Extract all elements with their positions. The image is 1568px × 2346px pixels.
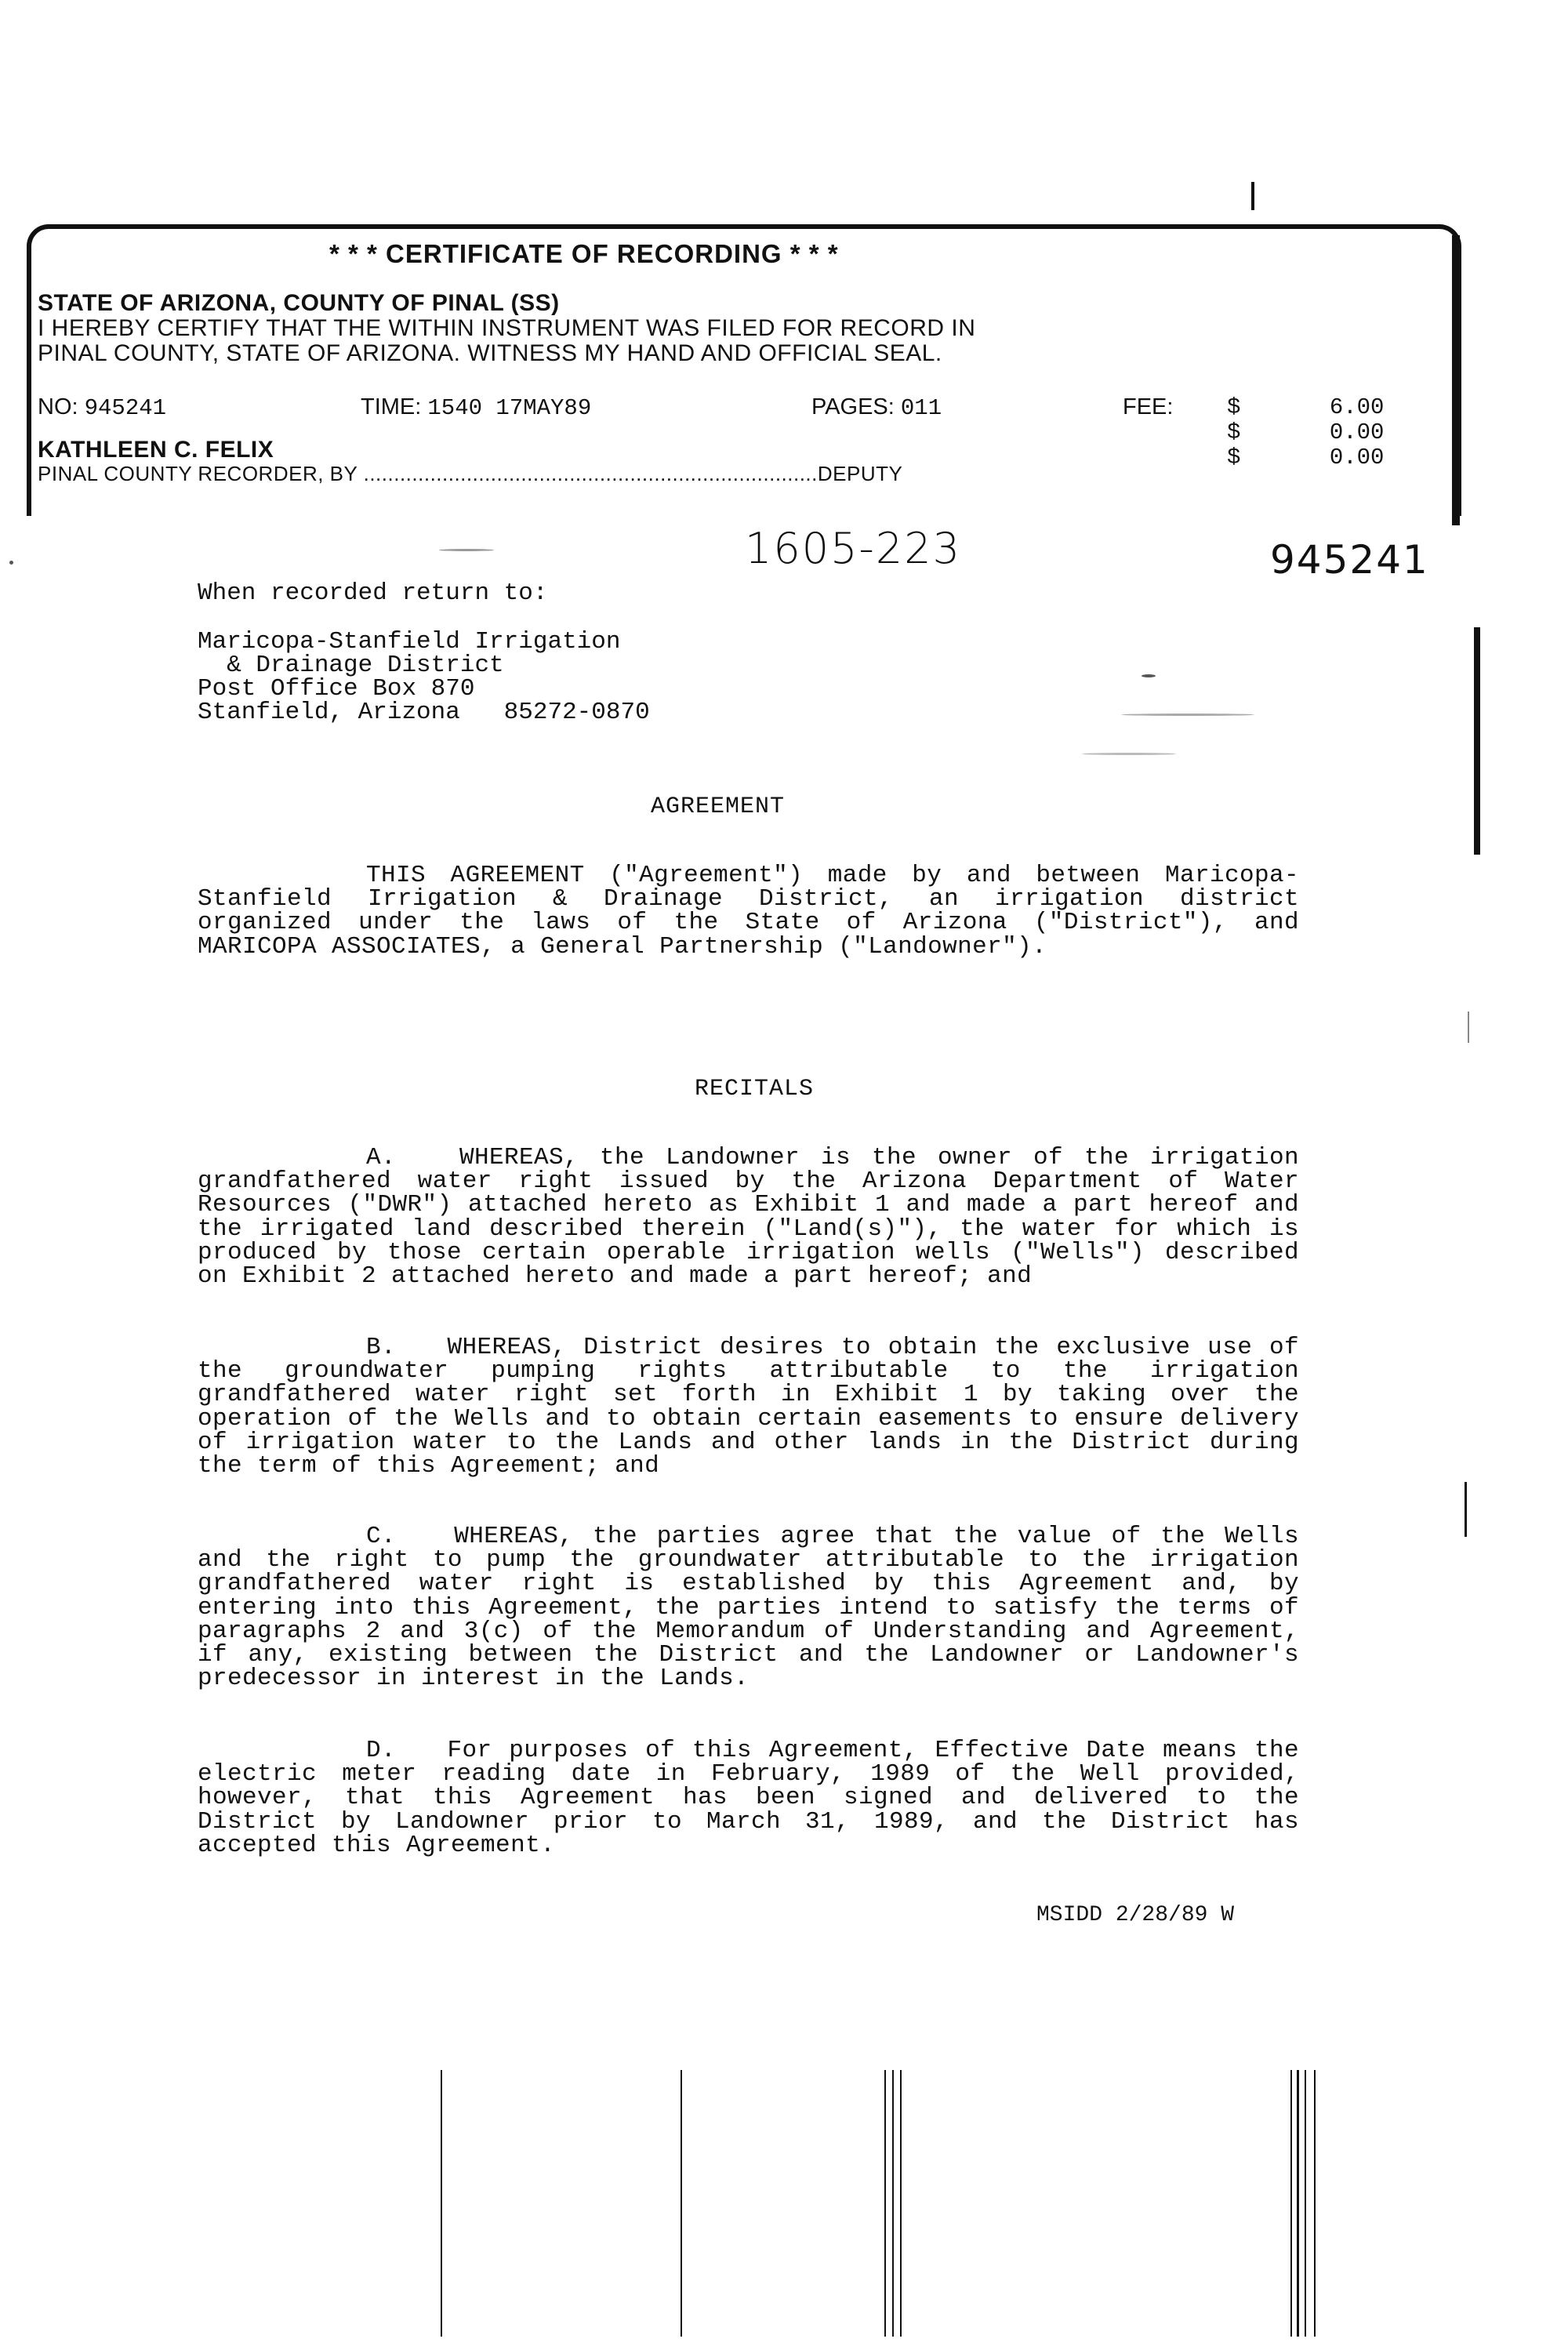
recital-text: WHEREAS, the Landowner is the owner of the irrigation grandfathered water right issued by the Arizona Department of Water Resources ("DWR") attached hereto as Exhibit 1 and made a part hereof and the irrigated land described therein ("Land(s)"), the water for which is produced by those certain operable irrigation wells ("Wells") described on Exhibit 2 attached hereto and made a part hereof; and (198, 1144, 1299, 1291)
scan-right-edge (1474, 627, 1480, 855)
fee-row (1227, 419, 1384, 445)
certificate-pages-value: 011 (900, 395, 942, 421)
return-to-line: Post Office Box 870 (198, 675, 475, 703)
scan-barcode-line (1297, 2070, 1299, 2337)
fee-amount: 0.00 (1329, 419, 1385, 445)
recorder-line: PINAL COUNTY RECORDER, BY ...........................................................................DEPUTY (38, 462, 903, 485)
agreement-title: AGREEMENT (651, 794, 786, 820)
scan-speck (1121, 714, 1254, 716)
fee-symbol: $ (1227, 394, 1241, 420)
fee-amount: 0.00 (1329, 445, 1385, 470)
scan-right-edge (1465, 1482, 1467, 1537)
scan-barcode-line (1290, 2070, 1292, 2337)
scan-barcode-line (441, 2070, 442, 2337)
certificate-no (38, 394, 166, 421)
certificate-pages-label: PAGES: (811, 394, 895, 419)
return-to-line: & Drainage District (198, 652, 504, 679)
scan-barcode-line (900, 2070, 902, 2337)
certificate-state-line: STATE OF ARIZONA, COUNTY OF PINAL (SS) (38, 290, 560, 316)
recital-d (198, 1739, 1299, 1858)
fee-amount: 6.00 (1329, 394, 1385, 420)
certificate-no-label: NO: (38, 394, 78, 419)
scan-right-edge (1468, 1011, 1469, 1043)
recital-label: B. (366, 1334, 397, 1361)
intro-paragraph (198, 864, 1299, 959)
book-page-number: 1605-223 (745, 524, 961, 573)
certificate-time-label: TIME: (361, 394, 422, 419)
recital-label: C. (366, 1523, 397, 1550)
document-number: 945241 (1270, 537, 1429, 583)
fee-row (1227, 394, 1384, 420)
return-to-line: Stanfield, Arizona 85272-0870 (198, 699, 650, 726)
recital-text: WHEREAS, the parties agree that the value of the Wells and the right to pump the groundwater attributable to the irrigation grandfathered water right is established by this Agreement and, by entering into this Agreement, the parties intend to satisfy the terms of paragraphs 2 and 3(c) of the Memorandum of Understanding and Agreement, if any, existing between the District and the Landowner or Landowner's predecessor in interest in the Lands. (198, 1523, 1299, 1693)
scan-barcode-line (681, 2070, 682, 2337)
scan-speck (9, 561, 13, 565)
certificate-time (361, 394, 591, 421)
return-to-heading: When recorded return to: (198, 579, 548, 607)
recital-label: D. (366, 1737, 397, 1764)
fee-symbol: $ (1227, 445, 1241, 470)
scan-barcode-line (1305, 2070, 1306, 2337)
fee-row (1227, 445, 1384, 470)
recital-label: A. (366, 1144, 397, 1171)
return-to-line: Maricopa-Stanfield Irrigation (198, 628, 621, 656)
certificate-certify-line-1: I HEREBY CERTIFY THAT THE WITHIN INSTRUMENT WAS FILED FOR RECORD IN (38, 315, 976, 341)
certificate-certify-line-2: PINAL COUNTY, STATE OF ARIZONA. WITNESS MY HAND AND OFFICIAL SEAL. (38, 340, 942, 366)
scan-speck (439, 549, 494, 551)
recital-c (198, 1523, 1299, 1693)
recorder-name: KATHLEEN C. FELIX (38, 437, 274, 463)
intro-text: THIS AGREEMENT ("Agreement") made by and between Maricopa-Stanfield Irrigation & Drainage District, an irrigation district organized under the laws of the State of Arizona ("District"), and MARICOPA ASSOCIATES, a General Partnership ("Landowner"). (198, 862, 1299, 961)
scan-barcode-line (1314, 2070, 1316, 2337)
certificate-fee-label: FEE: (1123, 394, 1174, 419)
certificate-time-value: 1540 17MAY89 (427, 395, 592, 421)
recital-text: For purposes of this Agreement, Effective Date means the electric meter reading date in February, 1989 of the Well provided, however, that this Agreement has been signed and delivered to the District by Landowner prior to March 31, 1989, and the District has accepted this Agreement. (198, 1737, 1300, 1859)
certificate-pages (811, 394, 942, 421)
scan-barcode-line (892, 2070, 894, 2337)
fee-symbol: $ (1227, 419, 1241, 445)
certificate-right-bar (1452, 235, 1460, 525)
recital-text: WHEREAS, District desires to obtain the exclusive use of the groundwater pumping rights attributable to the irrigation grandfathered water right set forth in Exhibit 1 by taking over the operation of the Wells and to obtain certain easements to ensure delivery of irrigation water to the Lands and other lands in the District during the term of this Agreement; and (198, 1334, 1300, 1480)
footer-code: MSIDD 2/28/89 W (1036, 1903, 1235, 1927)
scan-speck (1142, 674, 1156, 677)
certificate-title: * * * CERTIFICATE OF RECORDING * * * (329, 239, 839, 268)
certificate-no-value: 945241 (84, 395, 167, 421)
recital-a (198, 1144, 1299, 1291)
recitals-title: RECITALS (695, 1076, 815, 1102)
recital-b (198, 1336, 1299, 1478)
scan-mark (1251, 182, 1254, 210)
scan-speck (1082, 753, 1176, 755)
scan-barcode-line (884, 2070, 886, 2337)
